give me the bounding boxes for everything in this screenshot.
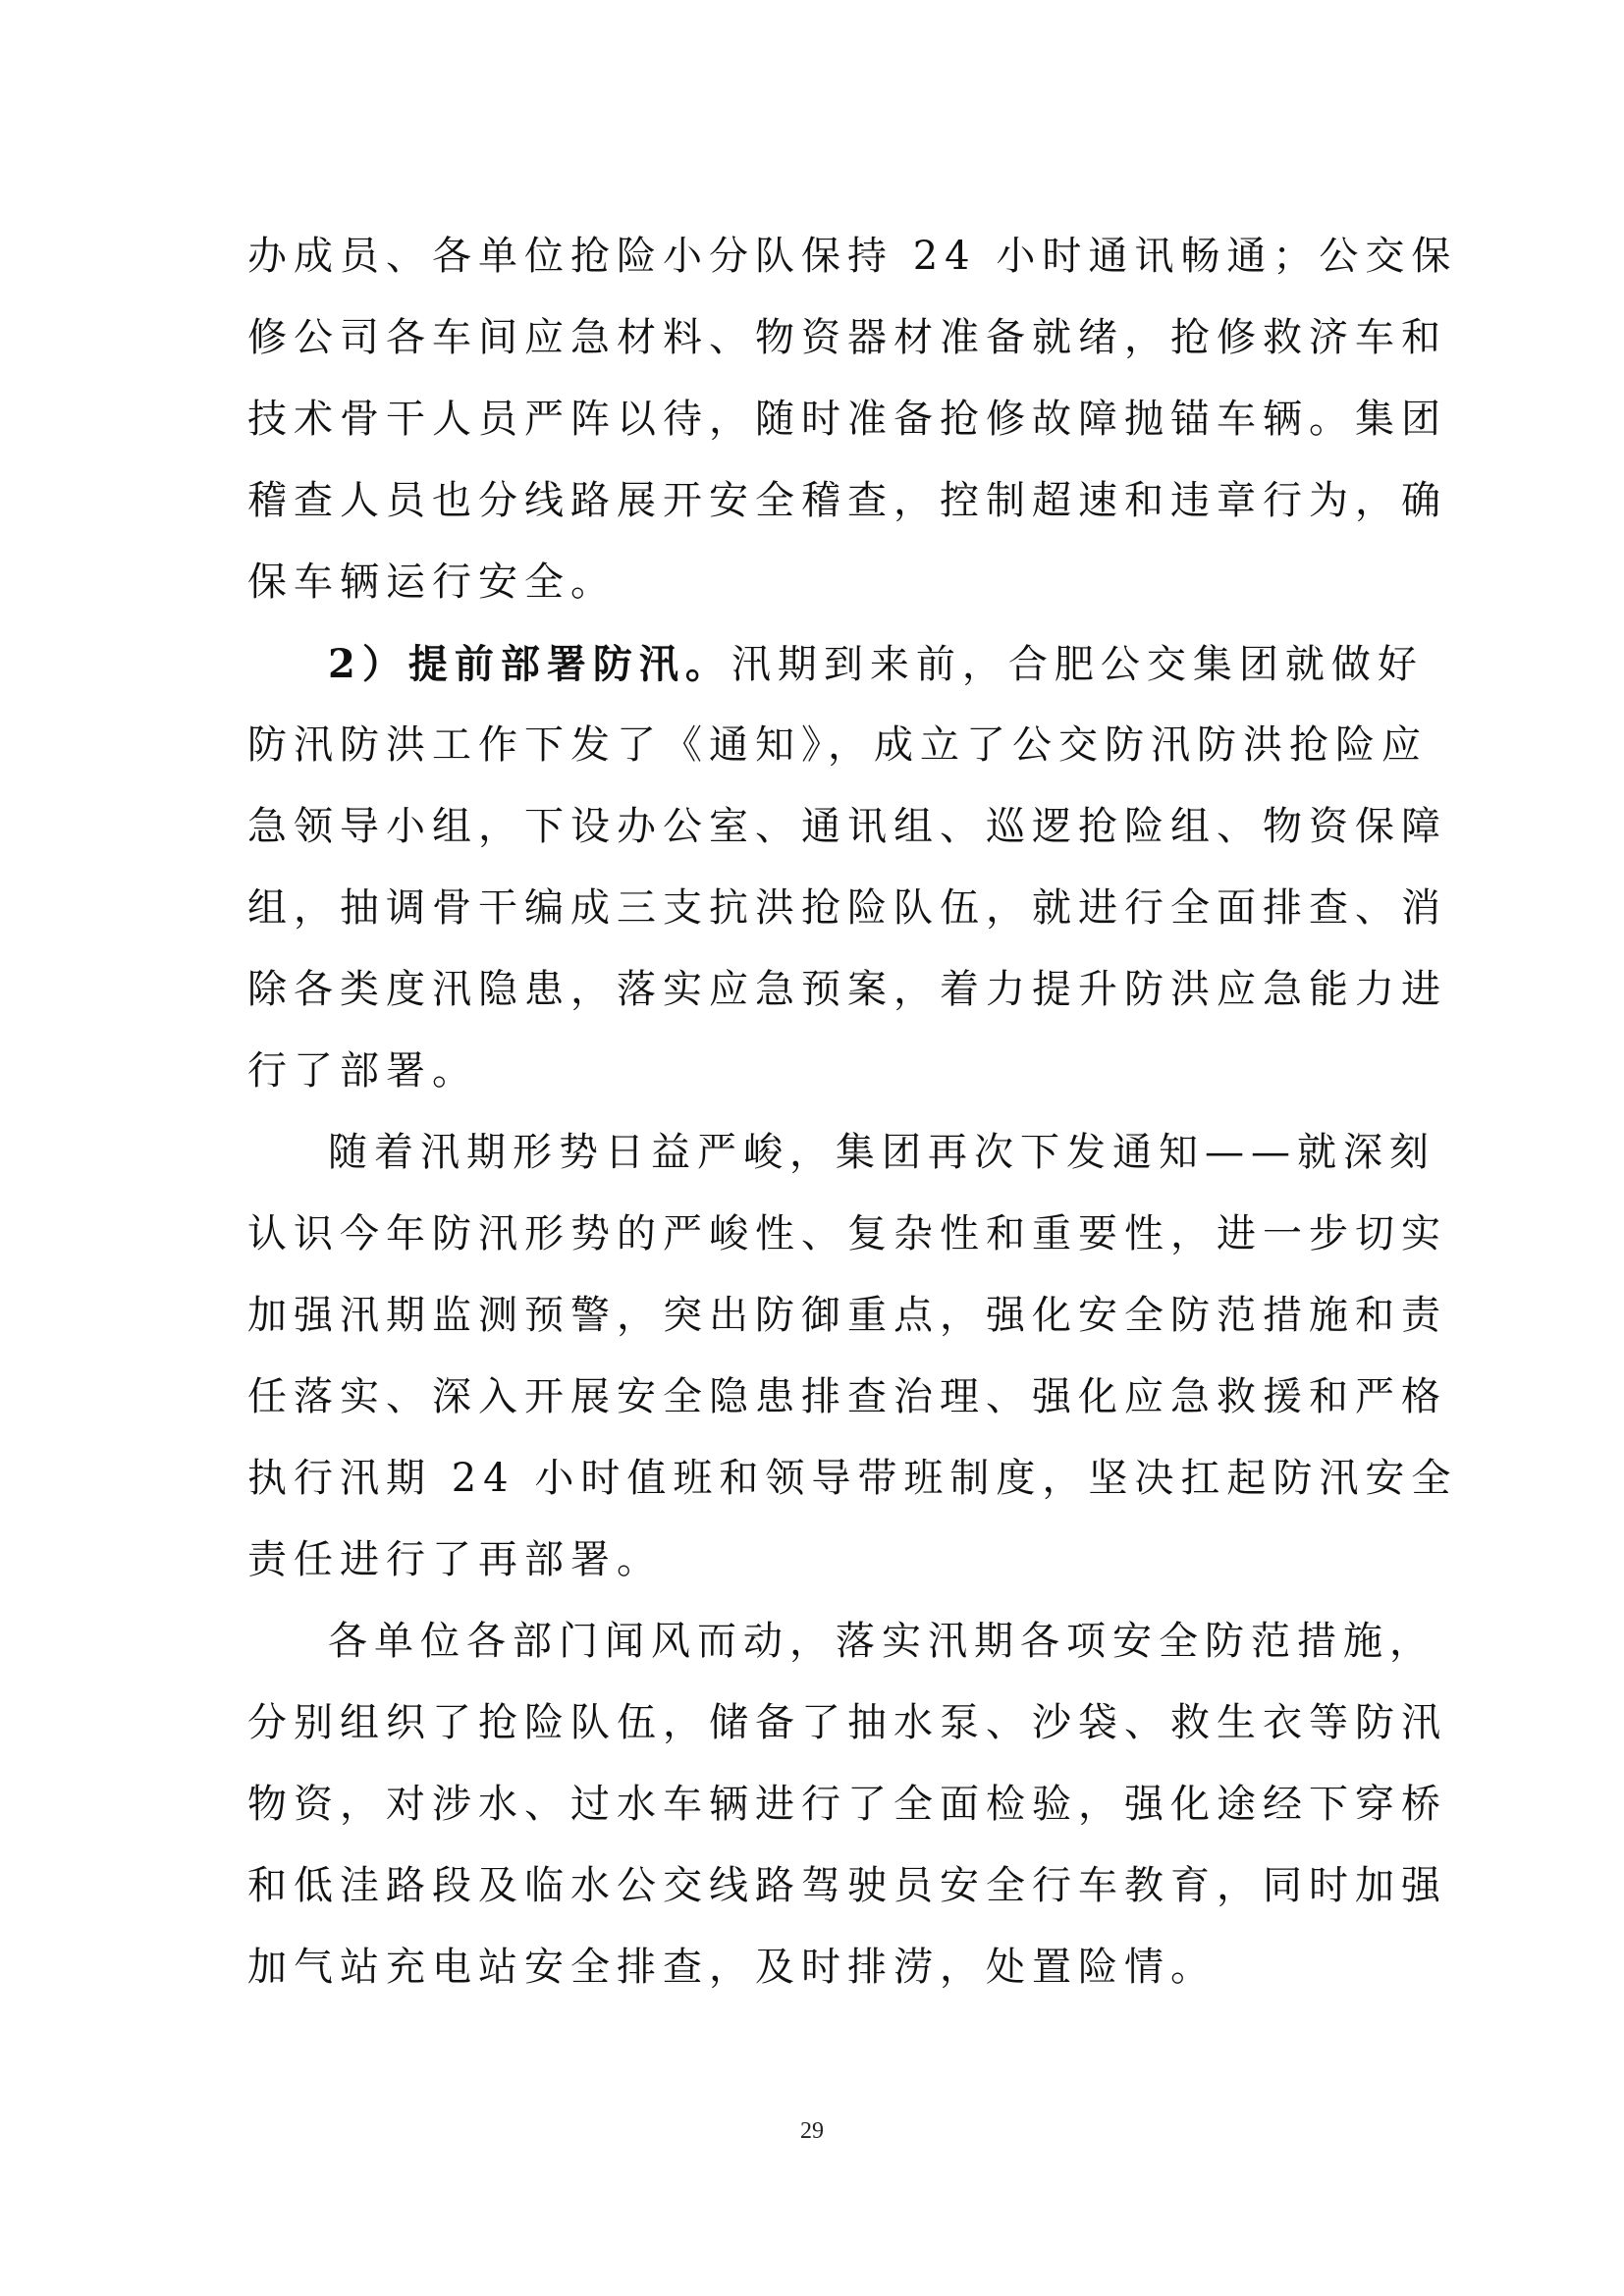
text-line: 认识今年防汛形势的严峻性、复杂性和重要性，进一步切实: [247, 1211, 1447, 1256]
text-line: 组，抽调骨干编成三支抗洪抢险队伍，就进行全面排查、消: [247, 885, 1447, 931]
text-line: 任落实、深入开展安全隐患排查治理、强化应急救援和严格: [247, 1374, 1447, 1419]
text-line: 加强汛期监测预警，突出防御重点，强化安全防范措施和责: [247, 1293, 1447, 1338]
section-heading: 2）提前部署防汛。: [328, 641, 731, 687]
text-segment: 汛期到来前，合肥公交集团就做好: [731, 642, 1424, 687]
text-line: 除各类度汛隐患，落实应急预案，着力提升防洪应急能力进: [247, 967, 1447, 1012]
text-line: 加气站充电站安全排查，及时排涝，处置险情。: [247, 1945, 1217, 1990]
text-line: 行了部署。: [247, 1048, 478, 1094]
text-line: 稽查人员也分线路展开安全稽查，控制超速和违章行为，确: [247, 478, 1447, 523]
text-line: 急领导小组，下设办公室、通讯组、巡逻抢险组、物资保障: [247, 804, 1447, 849]
text-line: 责任进行了再部署。: [247, 1537, 663, 1582]
text-line: 修公司各车间应急材料、物资器材准备就绪，抢修救济车和: [247, 315, 1447, 360]
text-line: 和低洼路段及临水公交线路驾驶员安全行车教育，同时加强: [247, 1863, 1447, 1908]
text-line: 办成员、各单位抢险小分队保持 24 小时通讯畅通；公交保: [247, 234, 1458, 279]
text-line: 分别组织了抢险队伍，储备了抽水泵、沙袋、救生衣等防汛: [247, 1700, 1447, 1745]
section-heading-line: [247, 623, 1424, 705]
page-number: 29: [800, 2118, 824, 2144]
text-line: 执行汛期 24 小时值班和领导带班制度，坚决扛起防汛安全: [247, 1456, 1458, 1501]
text-line: 随着汛期形势日益严峻，集团再次下发通知——就深刻: [328, 1130, 1435, 1175]
body-text: [247, 216, 1458, 2008]
text-line: 技术骨干人员严阵以待，随时准备抢修故障抛锚车辆。集团: [247, 397, 1447, 442]
text-line: 保车辆运行安全。: [247, 560, 617, 605]
text-line: 物资，对涉水、过水车辆进行了全面检验，强化途经下穿桥: [247, 1782, 1447, 1827]
text-line: 防汛防洪工作下发了《通知》，成立了公交防汛防洪抢险应: [247, 722, 1428, 768]
text-line: 各单位各部门闻风而动，落实汛期各项安全防范措施，: [328, 1619, 1435, 1664]
